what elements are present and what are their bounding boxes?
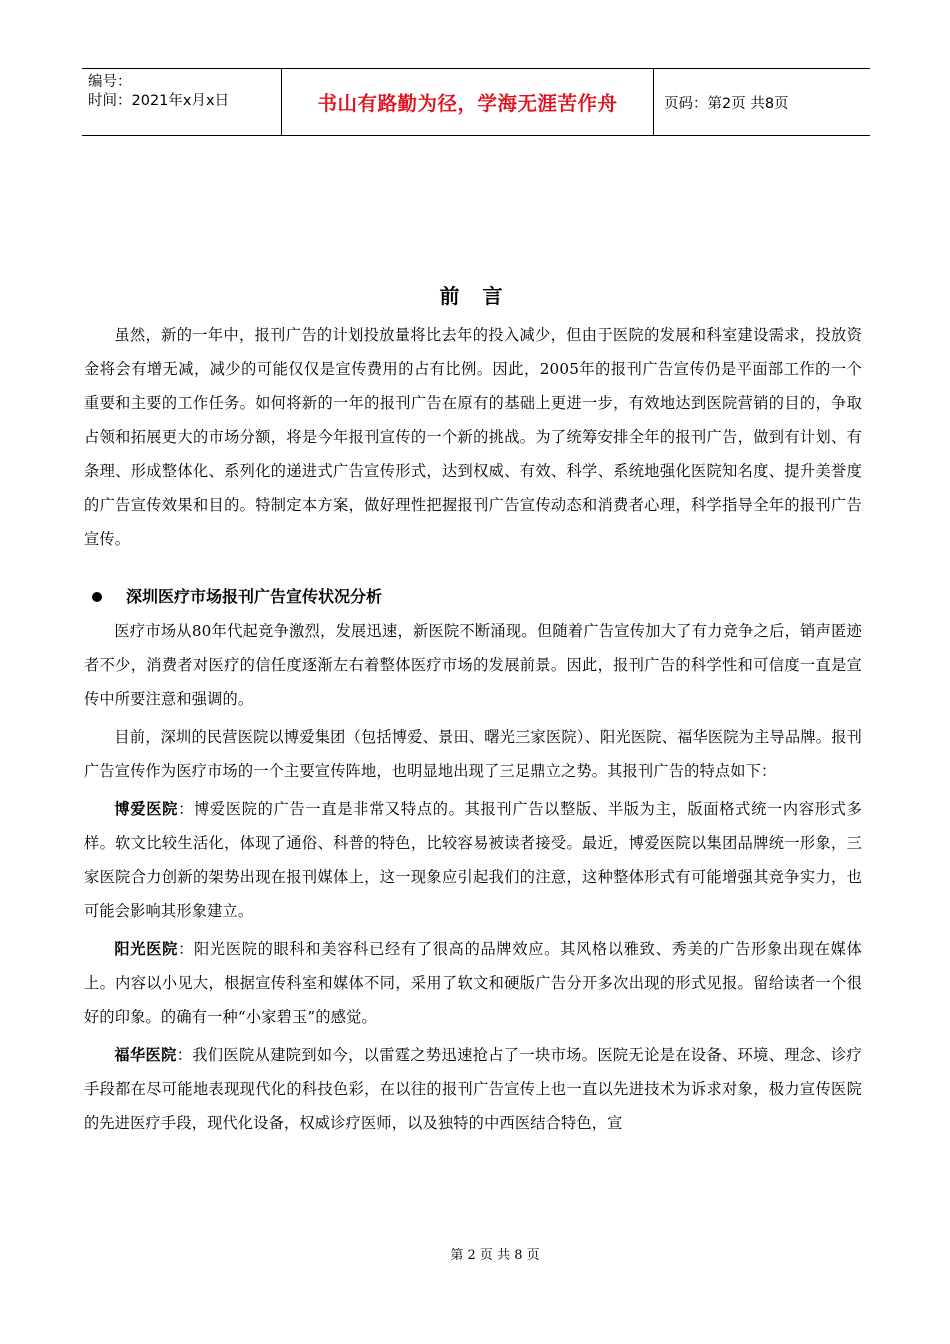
page-footer: 第 2 页 共 8 页 [450,1248,540,1263]
yangguang-text: ：阳光医院的眼科和美容科已经有了很高的品牌效应。其风格以雅致、秀美的广告形象出现在媒体上。内容以小见大，根据宣传科室和媒体不同，采用了软文和硬版广告分开多次出现的形式见报。留给读者一个很好的印象。的确有一种“小家碧玉”的感觉。 [84,940,862,1026]
fuhua-text: ：我们医院从建院到如今，以雷霆之势迅速抢占了一块市场。医院无论是在设备、环境、理念、诊疗手段都在尽可能地表现现代化的科技色彩，在以往的报刊广告宣传上也一直以先进技术为诉求对象，极力宣传医院的先进医疗手段，现代化设备，权威诊疗医师，以及独特的中西医结合特色，宣 [84,1046,862,1132]
bullet-icon [92,592,102,602]
header-page-info: 页码：第2页 共8页 [664,95,789,112]
fuhua-paragraph [84,1038,862,1140]
boai-paragraph [84,792,862,928]
document-header [82,68,870,136]
yangguang-paragraph [84,932,862,1034]
brands-paragraph: 目前，深圳的民营医院以博爱集团（包括博爱、景田、曙光三家医院）、阳光医院、福华医院为主导品牌。报刊广告宣传作为医疗市场的一个主要宣传阵地，也明显地出现了三足鼎立之势。其报刊广告的特点如下： [84,728,862,780]
header-time-label: 时间：2021年x月x日 [88,93,230,109]
header-motto: 书山有路勤为径，学海无涯苦作舟 [281,69,654,135]
header-number-label: 编号： [88,74,132,90]
page-title: 前 言 [439,284,511,308]
fuhua-label: 福华医院 [114,1046,177,1064]
document-body [84,318,862,1140]
boai-label: 博爱医院 [114,800,179,818]
section-heading-text: 深圳医疗市场报刊广告宣传状况分析 [126,587,383,606]
yangguang-label: 阳光医院 [114,940,179,958]
header-meta [82,69,281,135]
section-heading [84,580,862,614]
intro-paragraph: 虽然，新的一年中，报刊广告的计划投放量将比去年的投入减少，但由于医院的发展和科室建设需求，投放资金将会有增无减，减少的可能仅仅是宣传费用的占有比例。因此，2005年的报刊广告宣传仍是平面部工作的一个重要和主要的工作任务。如何将新的一年的报刊广告在原有的基础上更进一步，有效地达到医院营销的目的，争取占领和拓展更大的市场分额，将是今年报刊宣传的一个新的挑战。为了统筹安排全年的报刊广告，做到有计划、有条理、形成整体化、系列化的递进式广告宣传形式，达到权威、有效、科学、系统地强化医院知名度、提升美誉度的广告宣传效果和目的。特制定本方案，做好理性把握报刊广告宣传动态和消费者心理，科学指导全年的报刊广告宣传。 [84,326,862,548]
boai-text: ：博爱医院的广告一直是非常又特点的。其报刊广告以整版、半版为主，版面格式统一内容形式多样。软文比较生活化，体现了通俗、科普的特色，比较容易被读者接受。最近，博爱医院以集团品牌统一形象，三家医院合力创新的架势出现在报刊媒体上，这一现象应引起我们的注意，这种整体形式有可能增强其竞争实力，也可能会影响其形象建立。 [84,800,862,920]
market-paragraph: 医疗市场从80年代起竞争激烈，发展迅速，新医院不断涌现。但随着广告宣传加大了有力竞争之后，销声匿迹者不少，消费者对医疗的信任度逐渐左右着整体医疗市场的发展前景。因此，报刊广告的科学性和可信度一直是宣传中所要注意和强调的。 [84,622,862,708]
